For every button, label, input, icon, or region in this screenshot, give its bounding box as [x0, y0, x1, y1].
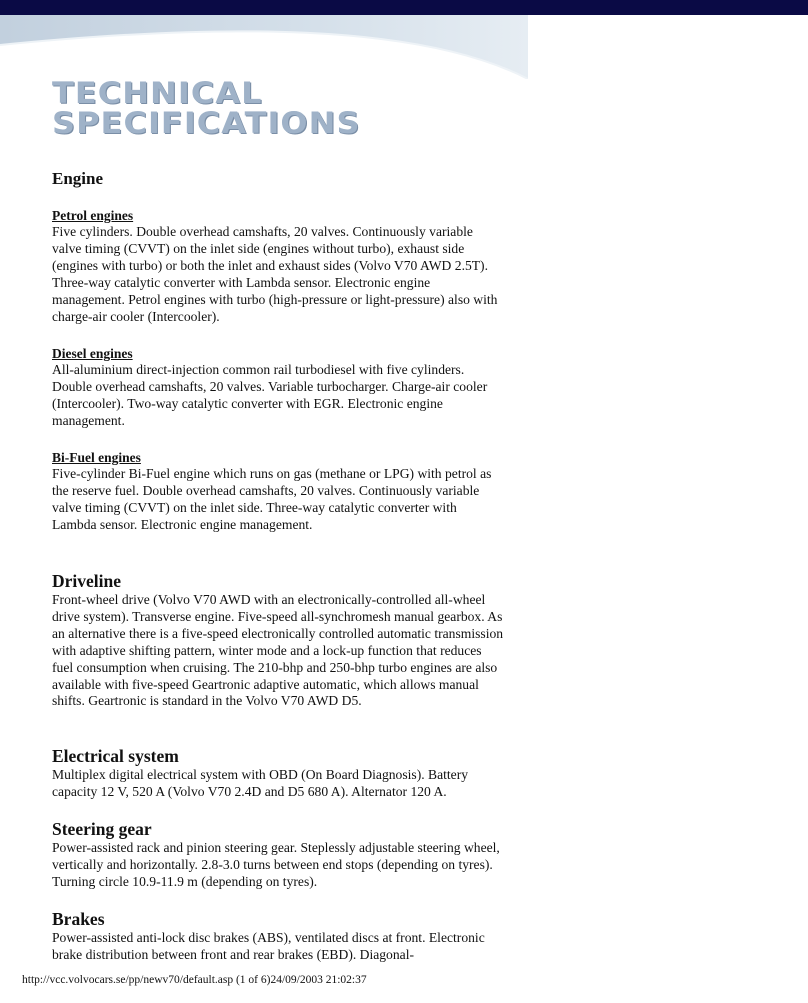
electrical-system-heading: Electrical system [52, 746, 179, 766]
footer-url: http://vcc.volvocars.se/pp/newv70/default.asp (1 of 6)24/09/2003 21:02:37 [22, 974, 367, 986]
steering-gear-heading: Steering gear [52, 819, 152, 839]
page-title-line-2: SPECIFICATIONS [52, 106, 361, 140]
diesel-engines-text: All-aluminium direct-injection common rail turbodiesel with five cylinders. Double overhead camshafts, 20 valves. Variable turbocharger. Charge-air cooler (Intercooler). Two-way catalytic converter with EGR. Electronic engine management. [52, 362, 488, 428]
brakes-heading: Brakes [52, 909, 105, 929]
brakes-text: Power-assisted anti-lock disc brakes (ABS), ventilated discs at front. Electronic brake distribution between front and rear brakes (EBD). Diagonal- [52, 930, 485, 962]
petrol-engines-text: Five cylinders. Double overhead camshafts, 20 valves. Continuously variable valve timing (CVVT) on the inlet side (engines without turbo), exhaust side (engines with turbo) or both the inlet and exhaust sides (Volvo V70 AWD 2.5T). Three-way catalytic converter with Lambda sensor. Electronic engine management. Petrol engines with turbo (high-pressure or light-pressure) also with charge-air cooler (Intercooler). [52, 224, 498, 324]
diesel-engines-heading: Diesel engines [52, 346, 133, 361]
header-swoosh-graphic [0, 15, 528, 79]
top-banner-bar [0, 0, 808, 15]
engine-heading: Engine [52, 169, 104, 188]
bifuel-engines-heading: Bi-Fuel engines [52, 450, 141, 465]
petrol-engines-heading: Petrol engines [52, 208, 134, 223]
steering-gear-text: Power-assisted rack and pinion steering gear. Steplessly adjustable steering wheel, vertically and horizontally. 2.8-3.0 turns between end stops (depending on tyres). Turning circle 10.9-11.9 m (depending on tyres). [52, 840, 500, 889]
page-title [52, 78, 361, 138]
driveline-heading: Driveline [52, 571, 122, 591]
electrical-system-text: Multiplex digital electrical system with OBD (On Board Diagnosis). Battery capacity 12 V, 520 A (Volvo V70 2.4D and D5 680 A). Alternator 120 A. [52, 767, 469, 799]
driveline-text: Front-wheel drive (Volvo V70 AWD with an electronically-controlled all-wheel drive system). Transverse engine. Five-speed all-synchromesh manual gearbox. As an alternative there is a five-speed electronically controlled automatic transmission with adaptive shifting pattern, winter mode and a lock-up function that reduces fuel consumption when cruising. The 210-bhp and 250-bhp turbo engines are also available with five-speed Geartronic adaptive automatic, which allows manual shifts. Geartronic is standard in the Volvo V70 AWD D5. [52, 592, 504, 709]
page-title-line-1: TECHNICAL [52, 76, 263, 110]
bifuel-engines-text: Five-cylinder Bi-Fuel engine which runs on gas (methane or LPG) with petrol as the reserve fuel. Double overhead camshafts, 20 valves. Continuously variable valve timing (CVVT) on the inlet side. Three-way catalytic converter with Lambda sensor. Electronic engine management. [52, 466, 492, 532]
